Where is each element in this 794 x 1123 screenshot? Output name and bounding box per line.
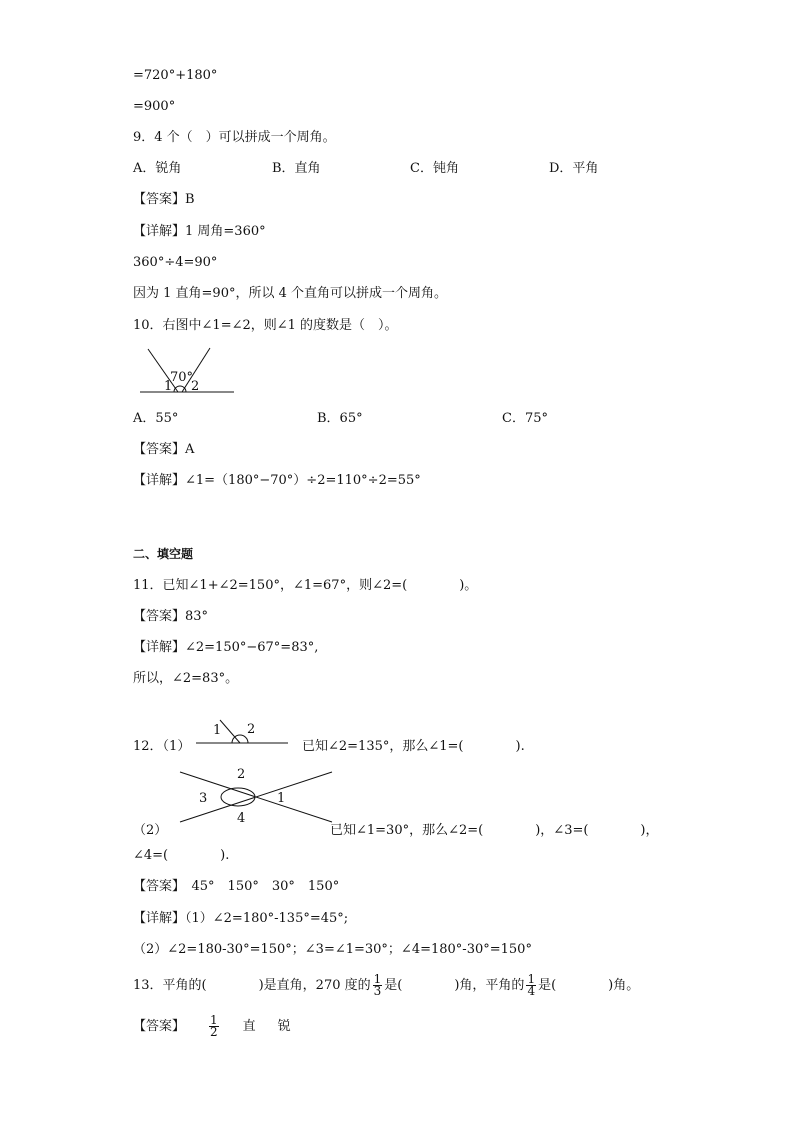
q10-label-1: 1 — [164, 379, 173, 394]
q10-option-b: B．65° — [317, 411, 363, 426]
q13-text-a: 13．平角的( )是直角，270 度的 — [133, 978, 371, 993]
q13-answer-label: 【答案】 — [133, 1019, 186, 1034]
q10-angle-label: 70° — [170, 370, 194, 385]
q13-fraction-2 — [526, 974, 536, 997]
q12-detail-2: （2）∠2=180-30°=150°；∠3=∠1=30°；∠4=180°-30°=150° — [133, 942, 532, 957]
q9-option-d: D．平角 — [549, 161, 599, 176]
q12b-label-3: 3 — [199, 791, 208, 806]
q12-detail-1: 【详解】（1）∠2=180°-135°=45°; — [133, 911, 349, 926]
q12a-label-1: 1 — [213, 723, 222, 738]
q13-answer-3: 锐 — [277, 1019, 291, 1034]
q13-text-b: 是( )角，平角的 — [384, 978, 525, 993]
question-12-part1-text: 已知∠2=135°，那么∠1=( ). — [302, 739, 525, 754]
q13-answer — [133, 1014, 291, 1040]
question-12-part1: 12．（1） — [133, 739, 191, 754]
calc-line-2: =900° — [133, 99, 176, 114]
question-11: 11．已知∠1+∠2=150°，∠1=67°，则∠2=( )。 — [133, 578, 478, 593]
q10-option-c: C．75° — [502, 411, 548, 426]
question-10: 10．右图中∠1=∠2，则∠1 的度数是（ ）。 — [133, 318, 398, 333]
q11-answer: 【答案】83° — [133, 609, 209, 624]
q12-figure-1 — [196, 716, 292, 746]
q13-fraction-1 — [373, 974, 383, 997]
question-12-part2-text: 已知∠1=30°，那么∠2=( )，∠3=( )， — [330, 823, 659, 838]
q9-detail-3: 因为 1 直角=90°，所以 4 个直角可以拼成一个周角。 — [133, 286, 448, 301]
question-12-part2-cont: ∠4=( ). — [133, 848, 230, 863]
q13-answer-2: 直 — [242, 1019, 256, 1034]
section-heading: 二、填空题 — [133, 547, 194, 561]
q9-option-c: C．钝角 — [410, 161, 459, 176]
q12-answer: 【答案】 45° 150° 30° 150° — [133, 879, 340, 894]
q13-answer-fraction — [209, 1015, 219, 1038]
q11-detail-2: 所以，∠2=83°。 — [133, 671, 239, 686]
q12b-label-1: 1 — [277, 791, 286, 806]
q10-label-2: 2 — [191, 379, 200, 394]
q13-frac2-den: 4 — [527, 984, 536, 998]
q13-frac1-den: 3 — [373, 984, 382, 998]
question-9: 9．4 个（ ）可以拼成一个周角。 — [133, 130, 336, 145]
q13-frac2-num: 1 — [527, 972, 536, 986]
q11-detail: 【详解】∠2=150°−67°=83°, — [133, 640, 319, 655]
question-13 — [133, 973, 639, 999]
calc-line-1: =720°+180° — [133, 68, 218, 83]
q13-text-c: 是( )角。 — [538, 978, 640, 993]
q10-angle-figure — [140, 344, 240, 396]
q12a-label-2: 2 — [247, 722, 256, 737]
q9-option-b: B．直角 — [272, 161, 321, 176]
q13-frac1-num: 1 — [373, 972, 382, 986]
q10-option-a: A．55° — [133, 411, 179, 426]
q9-option-a: A．锐角 — [133, 161, 182, 176]
q12b-label-4: 4 — [237, 811, 246, 826]
q10-answer: 【答案】A — [133, 442, 195, 457]
q12-figure-2 — [176, 764, 336, 826]
q9-detail-2: 360°÷4=90° — [133, 255, 218, 270]
q9-detail: 【详解】1 周角=360° — [133, 224, 266, 239]
q13-ans-den: 2 — [210, 1025, 218, 1039]
question-12-part2: （2） — [133, 823, 168, 838]
q10-detail: 【详解】∠1=（180°−70°）÷2=110°÷2=55° — [133, 473, 421, 488]
q13-ans-num: 1 — [210, 1013, 218, 1027]
q12b-label-2: 2 — [237, 767, 246, 782]
q9-answer: 【答案】B — [133, 192, 195, 207]
